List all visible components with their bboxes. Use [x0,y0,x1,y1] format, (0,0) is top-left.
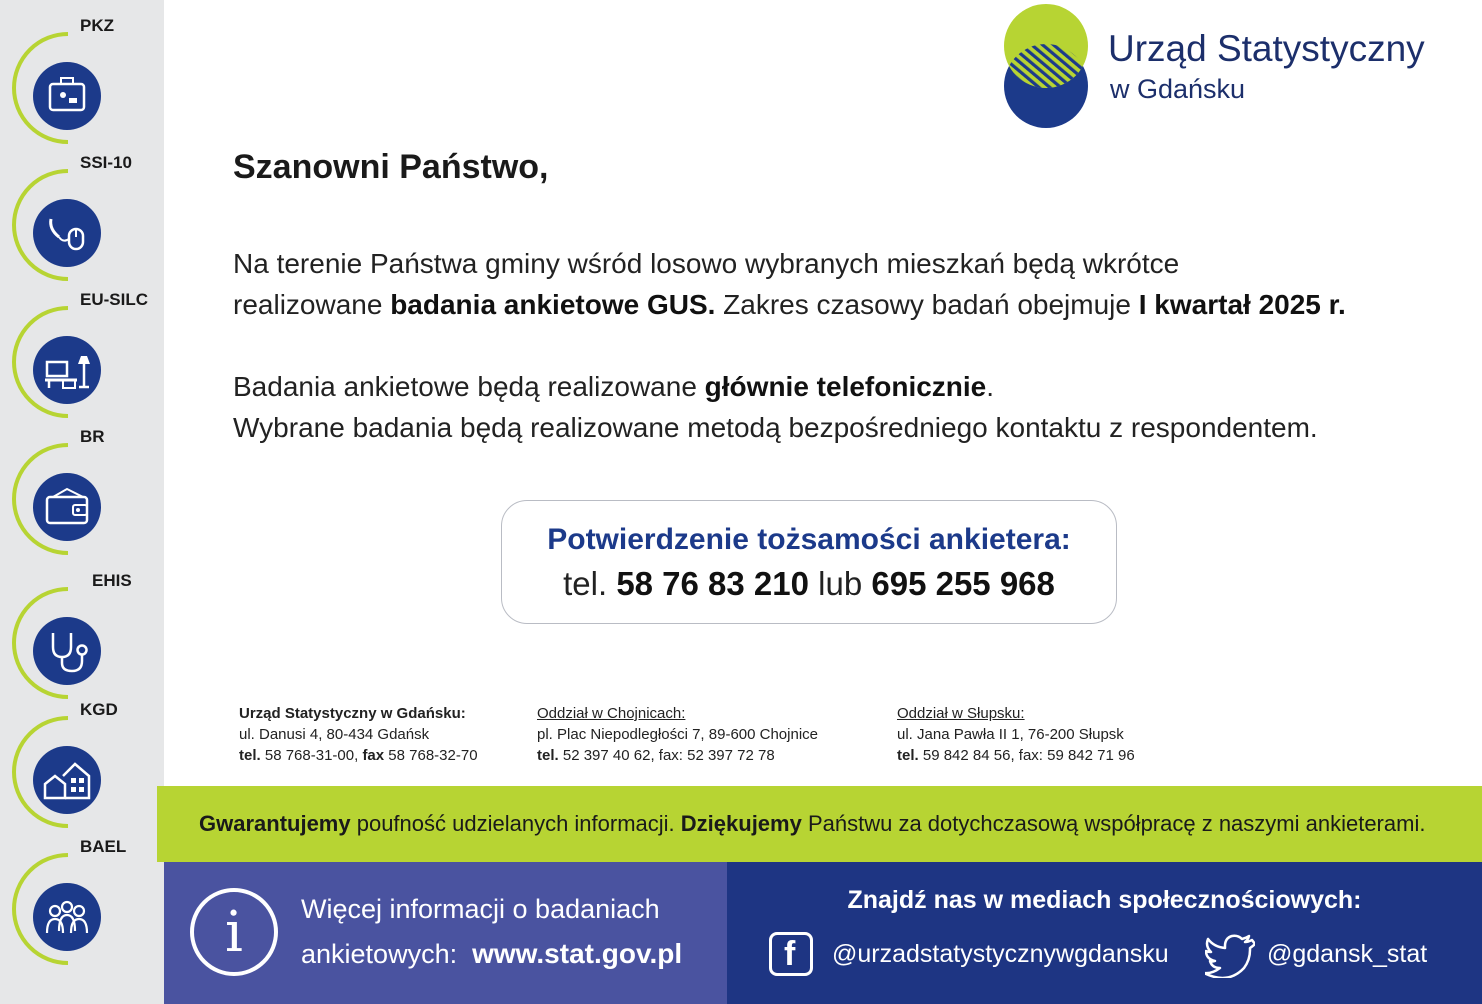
address-street: ul. Jana Pawła II 1, 76-200 Słupsk [897,726,1124,743]
address-street: pl. Plac Niepodległości 7, 89-600 Chojnice [537,726,819,743]
address-contact [537,745,818,766]
twitter-icon[interactable] [1205,934,1255,978]
houses-icon [33,746,101,814]
tel-value: 59 842 84 56, fax: 59 842 71 96 [918,747,1135,764]
survey-ehis [0,569,164,699]
survey-kgd [0,698,164,828]
tel-value: 52 397 40 62, fax: 52 397 72 78 [558,747,775,764]
survey-code: KGD [80,700,118,719]
facebook-icon[interactable] [769,932,813,976]
text-span: Państwu za dotychczasową współpracę z naszymi ankieterami. [801,811,1426,836]
address-title: Urząd Statystyczny w Gdańsku: [239,705,466,722]
phone-number-1[interactable]: 58 76 83 210 [616,565,809,602]
verification-box [501,500,1117,624]
paragraph-1 [233,243,1346,325]
tel-label: tel. [897,747,919,764]
text-bold: I kwartał 2025 r. [1138,289,1346,320]
verification-heading: Potwierdzenie tożsamości ankietera: [547,523,1071,556]
address-contact [239,745,478,766]
desk-lamp-icon [33,336,101,404]
suitcase-icon [33,62,101,130]
fax-value: 58 768-32-70 [384,747,478,764]
text-bold: głównie telefonicznie [704,371,987,402]
survey-eu-silc [0,288,164,418]
info-icon [190,888,278,976]
text-bold: Gwarantujemy [199,811,351,836]
text-span: ankietowych: [301,939,473,969]
survey-code: BAEL [80,837,127,856]
tel-prefix: tel. [563,565,617,602]
social-media-panel [727,862,1482,1004]
text-bold: Dziękujemy [680,811,802,836]
gus-gdansk-logo [1000,2,1480,132]
facebook-glyph: f [784,935,796,973]
text-span: . [986,371,995,402]
survey-ssi-10 [0,151,164,281]
tel-label: tel. [537,747,559,764]
tel-label: tel. [239,747,261,764]
banner-text [199,811,1425,837]
verification-phones [502,565,1116,603]
survey-pkz [0,14,164,144]
facebook-handle[interactable]: @urzadstatystycznywgdansku [832,940,1169,968]
phone-number-2[interactable]: 695 255 968 [871,565,1055,602]
survey-code: SSI-10 [80,153,132,172]
paragraph-1-line-1: Na terenie Państwa gminy wśród losowo wybranych mieszkań będą wkrótce [233,248,1180,279]
address-chojnice [537,703,818,766]
logo-circles-icon [1000,2,1100,132]
address-gdansk [239,703,478,766]
survey-code: PKZ [80,16,114,35]
paragraph-2-line-2: Wybrane badania będą realizowane metodą bezpośredniego kontaktu z respondentem. [233,412,1318,443]
address-slupsk [897,703,1135,766]
fax-label: fax [362,747,385,764]
info-glyph: i [225,900,243,965]
address-title: Oddział w Słupsku: [897,705,1025,722]
confidentiality-banner [157,786,1482,862]
logo-subtitle: w Gdańsku [1110,74,1246,104]
survey-code: EHIS [92,571,132,590]
stethoscope-icon [33,617,101,685]
address-street: ul. Danusi 4, 80-434 Gdańsk [239,726,430,743]
greeting: Szanowni Państwo, [233,148,549,186]
survey-code: EU-SILC [80,290,148,309]
paragraph-2-line-1 [233,366,1318,407]
more-info-line-1: Więcej informacji o badaniach [301,894,660,924]
address-title: Oddział w Chojnicach: [537,705,686,722]
address-contact [897,745,1135,766]
text-bold: badania ankietowe GUS. [390,289,716,320]
or-text: lub [809,565,872,602]
tel-value: 58 768-31-00, [260,747,363,764]
logo-title: Urząd Statystyczny [1108,28,1425,69]
wallet-icon [33,473,101,541]
paragraph-2 [233,366,1318,448]
twitter-handle[interactable]: @gdansk_stat [1267,940,1428,968]
survey-code: BR [80,427,105,446]
more-info-line-2 [301,938,682,970]
more-info-panel [164,862,727,1004]
people-group-icon [33,883,101,951]
website-link[interactable]: www.stat.gov.pl [472,938,683,969]
survey-sidebar [0,0,164,1004]
phone-mouse-icon [33,199,101,267]
text-span: poufność udzielanych informacji. [350,811,681,836]
survey-br [0,425,164,555]
survey-bael [0,835,164,965]
text-span: Badania ankietowe będą realizowane [233,371,705,402]
text-span: realizowane [233,289,391,320]
paragraph-1-line-2 [233,284,1346,325]
text-span: Zakres czasowy badań obejmuje [715,289,1139,320]
social-heading: Znajdź nas w mediach społecznościowych: [847,886,1362,914]
